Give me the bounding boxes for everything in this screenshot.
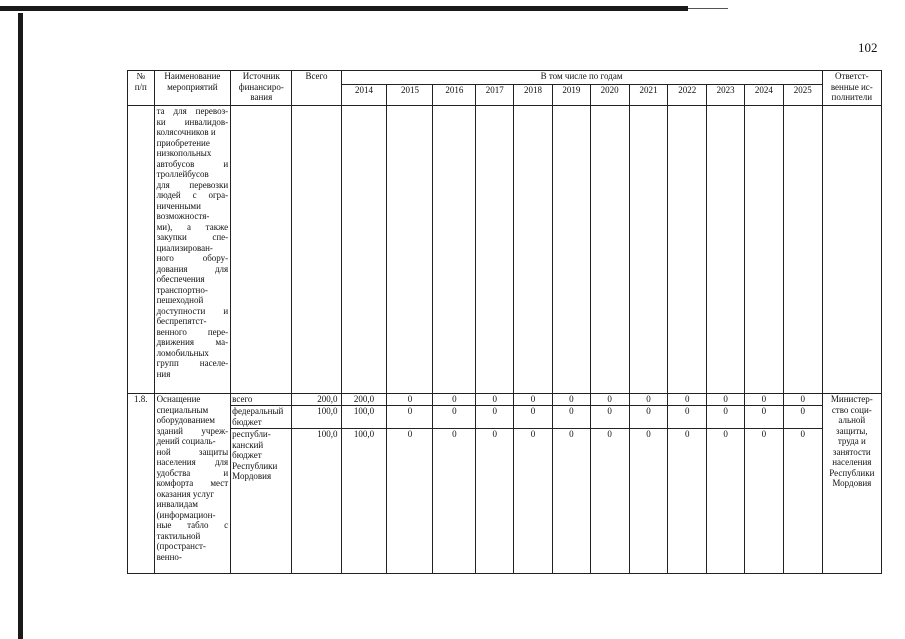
header-row-1	[128, 71, 882, 85]
year-value: 0	[476, 429, 514, 574]
year-value: 0	[514, 394, 553, 406]
year-value: 0	[552, 394, 590, 406]
year-value: 0	[707, 394, 745, 406]
year-value: 0	[668, 394, 707, 406]
cont-year-cell	[387, 106, 433, 394]
year-value: 0	[668, 406, 707, 429]
cont-year-cell	[744, 106, 783, 394]
source-cell: республи- канский бюджет Республики Мордовия	[231, 429, 292, 574]
year-value: 0	[744, 394, 783, 406]
year-value: 0	[629, 429, 668, 574]
item-row-republican	[128, 429, 882, 574]
header-year: 2020	[590, 85, 629, 106]
responsible-cell: Министер- ство соци- альной защиты, труда и занятости населения Республики Мордовия	[822, 394, 881, 574]
budget-table	[127, 70, 882, 574]
cont-year-cell	[707, 106, 745, 394]
header-year: 2019	[552, 85, 590, 106]
header-name: Наименование мероприятий	[154, 71, 231, 106]
year-value: 100,0	[341, 429, 387, 574]
item-row-federal	[128, 406, 882, 429]
cont-total-cell	[292, 106, 341, 394]
cont-name-cell: та для перевоз- ки инвалидов- колясочников и приобретение низкопольных автобусов и троллейбусов для перевозки людей с огра- ниченными возможностя- ми), а также закупки спе- циализирован- ного обору- дования для обеспечения транспортно- пешеходной доступности и беспрепятст- венного пере- движения ма- ломобильных групп населе- ния	[154, 106, 231, 394]
year-value: 0	[433, 429, 476, 574]
header-year: 2018	[514, 85, 553, 106]
cont-year-cell	[668, 106, 707, 394]
year-value: 0	[707, 429, 745, 574]
year-value: 0	[783, 429, 822, 574]
cont-year-cell	[341, 106, 387, 394]
total-cell: 100,0	[292, 429, 341, 574]
year-value: 0	[707, 406, 745, 429]
header-year: 2023	[707, 85, 745, 106]
page-number: 102	[858, 40, 878, 55]
cont-year-cell	[590, 106, 629, 394]
year-value: 0	[552, 429, 590, 574]
year-value: 0	[590, 394, 629, 406]
scan-edge-left	[18, 13, 23, 639]
cont-year-cell	[433, 106, 476, 394]
source-cell: всего	[231, 394, 292, 406]
year-value: 0	[744, 429, 783, 574]
year-value: 0	[590, 429, 629, 574]
year-value: 0	[744, 406, 783, 429]
year-value: 0	[552, 406, 590, 429]
header-year: 2024	[744, 85, 783, 106]
cont-year-cell	[476, 106, 514, 394]
cont-year-cell	[629, 106, 668, 394]
year-value: 0	[514, 429, 553, 574]
year-value: 0	[387, 429, 433, 574]
cont-source-cell	[231, 106, 292, 394]
cont-year-cell	[552, 106, 590, 394]
cont-responsible-cell	[822, 106, 881, 394]
cont-year-cell	[514, 106, 553, 394]
item-number: 1.8.	[128, 394, 155, 574]
header-year: 2017	[476, 85, 514, 106]
header-year: 2015	[387, 85, 433, 106]
cont-year-cell	[783, 106, 822, 394]
header-num: № п/п	[128, 71, 155, 106]
scan-edge-top-thin	[688, 8, 728, 9]
header-year: 2022	[668, 85, 707, 106]
year-value: 0	[668, 429, 707, 574]
year-value: 0	[590, 406, 629, 429]
year-value: 0	[783, 394, 822, 406]
header-source: Источник финансиро- вания	[231, 71, 292, 106]
year-value: 0	[433, 406, 476, 429]
year-value: 0	[387, 406, 433, 429]
header-responsible: Ответст- венные ис- полнители	[822, 71, 881, 106]
year-value: 0	[783, 406, 822, 429]
header-year: 2025	[783, 85, 822, 106]
continuation-row	[128, 106, 882, 394]
year-value: 0	[476, 406, 514, 429]
year-value: 200,0	[341, 394, 387, 406]
scan-edge-top	[0, 6, 688, 11]
year-value: 0	[387, 394, 433, 406]
header-years-group: В том числе по годам	[341, 71, 822, 85]
year-value: 0	[514, 406, 553, 429]
source-cell: федеральный бюджет	[231, 406, 292, 429]
item-row-total	[128, 394, 882, 406]
year-value: 100,0	[341, 406, 387, 429]
total-cell: 100,0	[292, 406, 341, 429]
header-year: 2016	[433, 85, 476, 106]
header-year: 2021	[629, 85, 668, 106]
header-total: Всего	[292, 71, 341, 106]
year-value: 0	[433, 394, 476, 406]
year-value: 0	[476, 394, 514, 406]
year-value: 0	[629, 394, 668, 406]
year-value: 0	[629, 406, 668, 429]
cont-num-cell	[128, 106, 155, 394]
total-cell: 200,0	[292, 394, 341, 406]
header-year: 2014	[341, 85, 387, 106]
item-name-cell: Оснащение специальным оборудованием зданий учреж- дений социаль- ной защиты населения для удобства и комфорта мест оказания услуг инвалидам (информацион- ные табло с тактильной (пространст- венно-	[154, 394, 231, 574]
